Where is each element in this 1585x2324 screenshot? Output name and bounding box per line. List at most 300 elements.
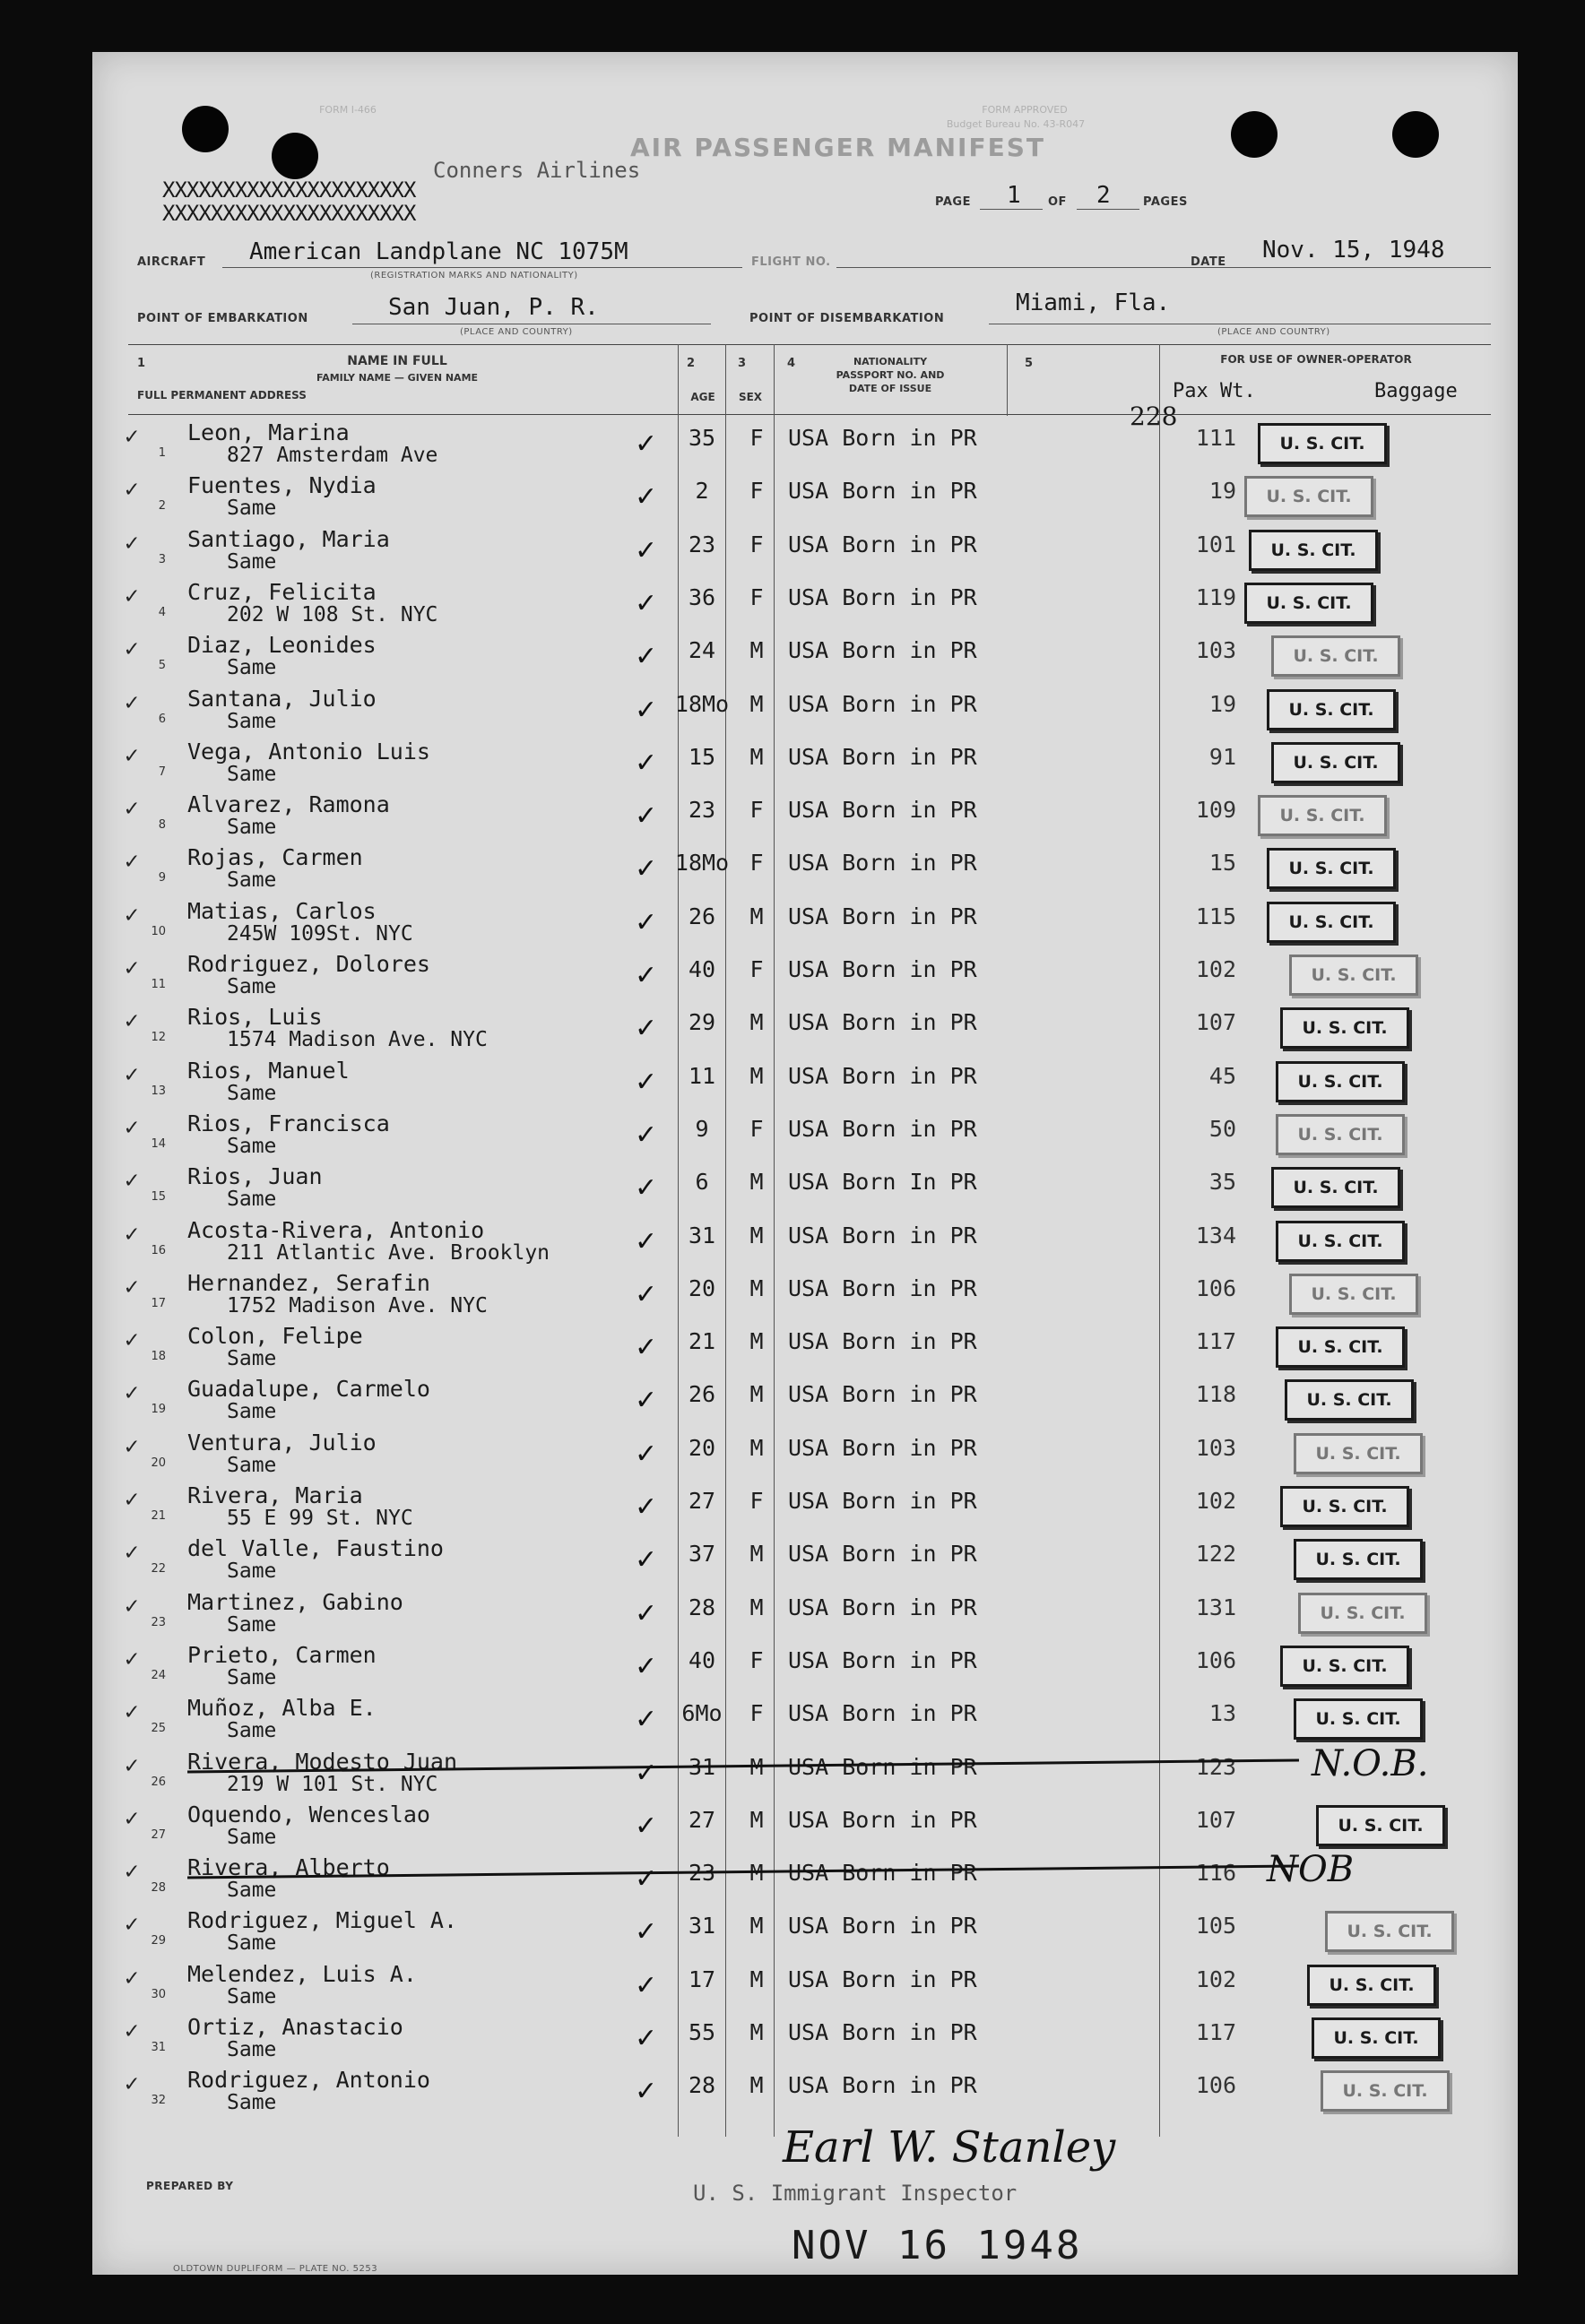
passenger-address: Same	[227, 1719, 277, 1743]
baggage-header: Baggage	[1374, 380, 1458, 402]
row-number: 17	[151, 1296, 166, 1310]
passenger-name: Rios, Luis	[187, 1004, 323, 1031]
passenger-name: Fuentes, Nydia	[187, 472, 377, 499]
us-citizen-stamp: U. S. CIT.	[1285, 1379, 1414, 1421]
check-mark: ✓	[635, 1066, 658, 1098]
manifest-row	[92, 682, 1518, 735]
inspector-signature: Earl W. Stanley	[783, 2122, 1116, 2173]
table-header-rule	[128, 414, 1491, 415]
pages-label: PAGES	[1143, 195, 1188, 209]
manifest-row	[92, 628, 1518, 681]
us-citizen-stamp: U. S. CIT.	[1267, 689, 1396, 730]
passenger-nationality: USA Born in PR	[788, 690, 977, 717]
us-citizen-stamp: U. S. CIT.	[1267, 902, 1396, 943]
manifest-row	[92, 1426, 1518, 1479]
passenger-age: 9	[695, 1115, 709, 1142]
passenger-weight: 116	[1195, 1860, 1236, 1887]
check-mark: ✓	[635, 906, 658, 938]
passenger-sex: M	[749, 743, 764, 770]
passenger-address: 1752 Madison Ave. NYC	[227, 1293, 488, 1318]
passenger-nationality: USA Born in PR	[788, 1806, 977, 1833]
passenger-name: Matias, Carlos	[187, 897, 377, 924]
passenger-name: Ortiz, Anastacio	[187, 2014, 403, 2040]
passenger-age: 21	[688, 1328, 716, 1355]
not-on-board-note: N.O.B.	[1312, 1742, 1429, 1784]
passenger-age: 31	[688, 1753, 716, 1780]
passenger-weight: 102	[1195, 956, 1236, 982]
passenger-address: Same	[227, 816, 277, 840]
total-weight: 228	[1130, 402, 1178, 431]
passenger-name: Muñoz, Alba E.	[187, 1695, 377, 1722]
passenger-name: Rios, Manuel	[187, 1057, 350, 1084]
us-citizen-stamp: U. S. CIT.	[1244, 476, 1373, 517]
passenger-name: Cruz, Felicita	[187, 578, 377, 605]
manifest-row	[92, 1851, 1518, 1904]
row-tick-mark: ✓	[125, 423, 139, 450]
passenger-address: Same	[227, 1347, 277, 1371]
passenger-age: 6	[695, 1169, 709, 1196]
passenger-sex: M	[749, 1753, 764, 1780]
row-tick-mark: ✓	[125, 476, 139, 504]
passenger-age: 23	[688, 1860, 716, 1887]
passenger-nationality: USA Born in PR	[788, 956, 977, 982]
passenger-age: 31	[688, 1913, 716, 1940]
passenger-nationality: USA Born in PR	[788, 1328, 977, 1355]
passenger-name: Leon, Marina	[187, 419, 350, 445]
passenger-weight: 115	[1195, 903, 1236, 929]
check-mark: ✓	[635, 1597, 658, 1629]
passenger-age: 6Mo	[681, 1700, 723, 1727]
passenger-name: Rivera, Modesto Juan	[187, 1748, 458, 1775]
row-tick-mark: ✓	[125, 848, 139, 876]
passenger-nationality: USA Born in PR	[788, 1700, 977, 1727]
owner-strikeout: XXXXXXXXXXXXXXXXXXXXX	[162, 201, 416, 226]
us-citizen-stamp: U. S. CIT.	[1280, 1646, 1409, 1687]
passenger-address: Same	[227, 1984, 277, 2009]
row-number: 12	[151, 1031, 166, 1045]
passenger-age: 11	[688, 1062, 716, 1089]
check-mark: ✓	[635, 1863, 658, 1896]
table-top-rule	[128, 344, 1491, 345]
passenger-name: Santiago, Maria	[187, 525, 390, 552]
row-tick-mark: ✓	[125, 635, 139, 663]
passenger-sex: M	[749, 1965, 764, 1992]
inspector-title: U. S. Immigrant Inspector	[693, 2181, 1018, 2206]
row-number: 4	[158, 605, 166, 619]
us-citizen-stamp: U. S. CIT.	[1294, 1539, 1423, 1580]
check-mark: ✓	[635, 1225, 658, 1257]
embark-caption: (PLACE AND COUNTRY)	[460, 327, 573, 337]
row-number: 28	[151, 1881, 166, 1896]
passenger-age: 18Mo	[674, 690, 730, 717]
check-mark: ✓	[635, 1916, 658, 1948]
check-mark: ✓	[635, 534, 658, 566]
passenger-nationality: USA Born in PR	[788, 425, 977, 451]
manifest-row	[92, 735, 1518, 788]
us-citizen-stamp: U. S. CIT.	[1289, 955, 1418, 996]
row-tick-mark: ✓	[125, 955, 139, 981]
row-number: 8	[158, 818, 166, 833]
aircraft-label: AIRCRAFT	[137, 255, 206, 269]
passenger-sex: M	[749, 690, 764, 717]
col-sex-header: SEX	[738, 391, 763, 403]
passenger-address: Same	[227, 975, 277, 998]
passenger-age: 55	[688, 2019, 716, 2045]
passenger-nationality: USA Born in PR	[788, 1115, 977, 1142]
passenger-nationality: USA Born in PR	[788, 478, 977, 505]
row-tick-mark: ✓	[125, 1007, 139, 1035]
passenger-sex: M	[749, 903, 764, 929]
form-approved: FORM APPROVED	[982, 104, 1068, 116]
passenger-nationality: USA Born in PR	[788, 1274, 977, 1301]
passenger-age: 24	[688, 637, 716, 664]
passenger-name: Rodriguez, Dolores	[187, 951, 430, 977]
passenger-address: 245W 109St. NYC	[227, 921, 413, 946]
disembark-value: Miami, Fla.	[1016, 289, 1171, 316]
embark-value: San Juan, P. R.	[388, 294, 599, 321]
check-mark: ✓	[635, 1278, 658, 1310]
row-number: 29	[151, 1934, 166, 1948]
pages-total: 2	[1096, 182, 1111, 209]
passenger-sex: F	[749, 531, 764, 557]
passenger-address: 211 Atlantic Ave. Brooklyn	[227, 1240, 550, 1265]
passenger-sex: M	[749, 1169, 764, 1196]
manifest-row	[92, 1957, 1518, 2010]
us-citizen-stamp: U. S. CIT.	[1258, 795, 1387, 836]
passenger-nationality: USA Born in PR	[788, 850, 977, 877]
passenger-address: Same	[227, 2038, 277, 2061]
col-nationality-header: NATIONALITY PASSPORT NO. AND DATE OF ISSUE	[836, 356, 945, 394]
us-citizen-stamp: U. S. CIT.	[1280, 1007, 1409, 1049]
passenger-name: Vega, Antonio Luis	[187, 738, 430, 765]
check-mark: ✓	[635, 1491, 658, 1523]
check-mark: ✓	[635, 1119, 658, 1151]
us-citizen-stamp: U. S. CIT.	[1289, 1274, 1418, 1315]
passenger-nationality: USA Born in PR	[788, 743, 977, 770]
check-mark: ✓	[635, 1969, 658, 2001]
passenger-address: Same	[227, 497, 277, 521]
passenger-age: 36	[688, 583, 716, 610]
row-number: 27	[151, 1827, 166, 1842]
passenger-sex: M	[749, 1328, 764, 1355]
passenger-age: 40	[688, 1646, 716, 1673]
us-citizen-stamp: U. S. CIT.	[1294, 1433, 1423, 1474]
row-number: 7	[158, 765, 166, 779]
row-number: 15	[151, 1190, 166, 1205]
date-underline	[1231, 267, 1491, 268]
passenger-weight: 45	[1208, 1062, 1236, 1089]
not-on-board-note: NOB	[1267, 1849, 1355, 1891]
manifest-row	[92, 1054, 1518, 1107]
of-label: OF	[1048, 195, 1067, 209]
manifest-row	[92, 2010, 1518, 2063]
passenger-weight: 106	[1195, 2072, 1236, 2099]
passenger-sex: F	[749, 850, 764, 877]
passenger-sex: M	[749, 1806, 764, 1833]
passenger-age: 27	[688, 1806, 716, 1833]
row-tick-mark: ✓	[125, 688, 139, 716]
passenger-age: 28	[688, 2072, 716, 2099]
passenger-sex: M	[749, 1913, 764, 1940]
check-mark: ✓	[635, 1172, 658, 1205]
passenger-address: 55 E 99 St. NYC	[227, 1507, 413, 1530]
passenger-nationality: USA Born in PR	[788, 1062, 977, 1089]
passenger-weight: 119	[1195, 583, 1236, 610]
manifest-row	[92, 1319, 1518, 1372]
col-5-number: 5	[1025, 357, 1034, 370]
row-number: 23	[151, 1615, 166, 1629]
row-tick-mark: ✓	[125, 1379, 139, 1407]
passenger-nationality: USA Born in PR	[788, 2072, 977, 2099]
passenger-name: Prieto, Carmen	[187, 1641, 377, 1668]
row-tick-mark: ✓	[125, 1113, 139, 1141]
us-citizen-stamp: U. S. CIT.	[1276, 1114, 1405, 1155]
passenger-nationality: USA Born in PR	[788, 1222, 977, 1248]
manifest-row	[92, 894, 1518, 947]
passenger-address: Same	[227, 549, 277, 574]
check-mark: ✓	[635, 1650, 658, 1682]
passenger-name: Rojas, Carmen	[187, 844, 363, 871]
passenger-sex: M	[749, 1434, 764, 1461]
row-tick-mark: ✓	[125, 1486, 139, 1513]
passenger-address: Same	[227, 1612, 277, 1637]
passenger-address: Same	[227, 1134, 277, 1158]
manifest-row	[92, 1479, 1518, 1532]
passenger-address: Same	[227, 1559, 277, 1584]
passenger-nationality: USA Born in PR	[788, 1860, 977, 1887]
punch-hole	[1231, 111, 1278, 158]
row-tick-mark: ✓	[125, 1911, 139, 1939]
passenger-address: 827 Amsterdam Ave	[227, 444, 438, 467]
manifest-row	[92, 1532, 1518, 1585]
row-number: 22	[151, 1562, 166, 1577]
us-citizen-stamp: U. S. CIT.	[1298, 1593, 1427, 1634]
form-title: AIR PASSENGER MANIFEST	[630, 133, 1045, 162]
passenger-sex: M	[749, 2019, 764, 2045]
passenger-sex: M	[749, 2072, 764, 2099]
row-tick-mark: ✓	[125, 1539, 139, 1567]
col-1-number: 1	[137, 357, 146, 370]
passenger-nationality: USA Born in PR	[788, 637, 977, 664]
check-mark: ✓	[635, 853, 658, 886]
row-tick-mark: ✓	[125, 1060, 139, 1088]
passenger-weight: 19	[1208, 478, 1236, 505]
manifest-row	[92, 469, 1518, 522]
check-mark: ✓	[635, 481, 658, 514]
us-citizen-stamp: U. S. CIT.	[1294, 1698, 1423, 1740]
passenger-weight: 13	[1208, 1700, 1236, 1727]
passenger-address: Same	[227, 1879, 277, 1903]
passenger-nationality: USA Born in PR	[788, 797, 977, 824]
us-citizen-stamp: U. S. CIT.	[1325, 1911, 1454, 1952]
passenger-weight: 109	[1195, 797, 1236, 824]
punch-hole	[182, 106, 229, 152]
passenger-weight: 122	[1195, 1541, 1236, 1568]
passenger-age: 29	[688, 1009, 716, 1036]
passenger-sex: M	[749, 1222, 764, 1248]
row-number: 2	[158, 499, 166, 514]
passenger-age: 15	[688, 743, 716, 770]
col-2-number: 2	[687, 357, 696, 370]
passenger-address: Same	[227, 762, 277, 786]
passenger-nationality: USA Born in PR	[788, 903, 977, 929]
passenger-name: del Valle, Faustino	[187, 1535, 444, 1562]
passenger-weight: 105	[1195, 1913, 1236, 1940]
us-citizen-stamp: U. S. CIT.	[1276, 1326, 1405, 1368]
check-mark: ✓	[635, 694, 658, 726]
check-mark: ✓	[635, 2023, 658, 2054]
passenger-sex: F	[749, 797, 764, 824]
passenger-age: 23	[688, 531, 716, 557]
row-tick-mark: ✓	[125, 1751, 139, 1779]
check-mark: ✓	[635, 587, 658, 619]
check-mark: ✓	[635, 1704, 658, 1736]
check-mark: ✓	[635, 747, 658, 779]
passenger-age: 40	[688, 956, 716, 982]
row-tick-mark: ✓	[125, 1858, 139, 1886]
passenger-address: Same	[227, 1400, 277, 1424]
manifest-row	[92, 841, 1518, 894]
passenger-name: Diaz, Leonides	[187, 632, 377, 659]
passenger-nationality: USA Born in PR	[788, 531, 977, 557]
manifest-row	[92, 2063, 1518, 2116]
passenger-name: Santana, Julio	[187, 685, 377, 712]
passenger-sex: F	[749, 478, 764, 505]
passenger-name: Alvarez, Ramona	[187, 791, 390, 818]
passenger-weight: 123	[1195, 1753, 1236, 1780]
page-number: 1	[1007, 182, 1021, 209]
passenger-weight: 118	[1195, 1381, 1236, 1408]
passenger-weight: 107	[1195, 1009, 1236, 1036]
passenger-weight: 106	[1195, 1646, 1236, 1673]
passenger-age: 28	[688, 1594, 716, 1620]
passenger-age: 18Mo	[674, 850, 730, 877]
passenger-address: Same	[227, 1453, 277, 1477]
passenger-name: Rivera, Alberto	[187, 1854, 390, 1881]
us-citizen-stamp: U. S. CIT.	[1271, 635, 1400, 677]
manifest-row	[92, 1372, 1518, 1425]
row-number: 19	[151, 1403, 166, 1417]
passenger-name: Rios, Juan	[187, 1163, 323, 1190]
passenger-age: 20	[688, 1274, 716, 1301]
us-citizen-stamp: U. S. CIT.	[1276, 1221, 1405, 1262]
row-number: 30	[151, 1987, 166, 2001]
check-mark: ✓	[635, 641, 658, 673]
col-owner-header: FOR USE OF OWNER-OPERATOR	[1220, 353, 1412, 366]
passenger-nationality: USA Born in PR	[788, 1913, 977, 1940]
manifest-row	[92, 1107, 1518, 1160]
us-citizen-stamp: U. S. CIT.	[1271, 742, 1400, 783]
check-mark: ✓	[635, 1810, 658, 1842]
passenger-name: Rivera, Maria	[187, 1482, 363, 1508]
passenger-weight: 50	[1208, 1115, 1236, 1142]
budget-number: Budget Bureau No. 43-R047	[946, 118, 1086, 130]
passenger-weight: 102	[1195, 1488, 1236, 1514]
passenger-nationality: USA Born in PR	[788, 1594, 977, 1620]
row-number: 20	[151, 1456, 166, 1470]
prepared-by-label: PREPARED BY	[146, 2180, 234, 2192]
row-number: 10	[151, 924, 166, 938]
owner-operator: Conners Airlines	[433, 158, 641, 183]
punch-hole	[272, 133, 318, 179]
passenger-name: Rodriguez, Antonio	[187, 2067, 430, 2094]
passenger-address: Same	[227, 1825, 277, 1849]
row-number: 13	[151, 1084, 166, 1098]
passenger-sex: F	[749, 1700, 764, 1727]
check-mark: ✓	[635, 2076, 658, 2108]
flight-label: FLIGHT NO.	[751, 255, 831, 269]
row-number: 25	[151, 1722, 166, 1736]
passenger-address: 219 W 101 St. NYC	[227, 1772, 438, 1796]
passenger-weight: 111	[1195, 425, 1236, 451]
manifest-row	[92, 1266, 1518, 1319]
row-tick-mark: ✓	[125, 582, 139, 609]
check-mark: ✓	[635, 960, 658, 991]
manifest-row	[92, 1214, 1518, 1266]
row-number: 11	[151, 978, 166, 991]
passenger-sex: M	[749, 1594, 764, 1620]
passenger-nationality: USA Born in PR	[788, 1434, 977, 1461]
check-mark: ✓	[635, 1757, 658, 1789]
row-number: 31	[151, 2041, 166, 2054]
page-underline	[980, 209, 1043, 210]
row-number: 24	[151, 1668, 166, 1682]
passenger-weight: 91	[1208, 743, 1236, 770]
passenger-sex: M	[749, 637, 764, 664]
passenger-nationality: USA Born In PR	[788, 1169, 977, 1196]
manifest-row	[92, 416, 1518, 469]
passenger-weight: 103	[1195, 637, 1236, 664]
passenger-weight: 15	[1208, 850, 1236, 877]
date-label: DATE	[1191, 255, 1226, 269]
owner-strikeout: XXXXXXXXXXXXXXXXXXXXX	[162, 177, 416, 203]
passenger-address: Same	[227, 709, 277, 733]
manifest-row	[92, 788, 1518, 841]
passenger-address: Same	[227, 2091, 277, 2115]
manifest-row	[92, 1798, 1518, 1851]
row-number: 5	[158, 659, 166, 673]
passenger-sex: F	[749, 425, 764, 451]
row-number: 3	[158, 552, 166, 566]
us-citizen-stamp: U. S. CIT.	[1244, 583, 1373, 624]
passenger-weight: 107	[1195, 1806, 1236, 1833]
col-name-subheader: FAMILY NAME — GIVEN NAME	[316, 372, 479, 384]
passenger-sex: M	[749, 1541, 764, 1568]
manifest-row	[92, 1160, 1518, 1213]
row-number: 14	[151, 1136, 166, 1151]
passenger-age: 35	[688, 425, 716, 451]
passenger-address: Same	[227, 1188, 277, 1212]
passenger-address: Same	[227, 868, 277, 893]
manifest-row	[92, 1000, 1518, 1053]
row-number: 18	[151, 1350, 166, 1364]
row-tick-mark: ✓	[125, 901, 139, 929]
passenger-weight: 101	[1195, 531, 1236, 557]
row-tick-mark: ✓	[125, 2070, 139, 2098]
row-tick-mark: ✓	[125, 1804, 139, 1832]
passenger-address: Same	[227, 1665, 277, 1689]
row-tick-mark: ✓	[125, 1220, 139, 1248]
passenger-address: 1574 Madison Ave. NYC	[227, 1028, 488, 1052]
passenger-age: 17	[688, 1965, 716, 1992]
punch-hole	[1392, 111, 1439, 158]
row-tick-mark: ✓	[125, 529, 139, 557]
manifest-row	[92, 1742, 1518, 1798]
manifest-row	[92, 523, 1518, 575]
passenger-sex: M	[749, 1381, 764, 1408]
row-number: 1	[158, 446, 166, 460]
passenger-weight: 102	[1195, 1965, 1236, 1992]
